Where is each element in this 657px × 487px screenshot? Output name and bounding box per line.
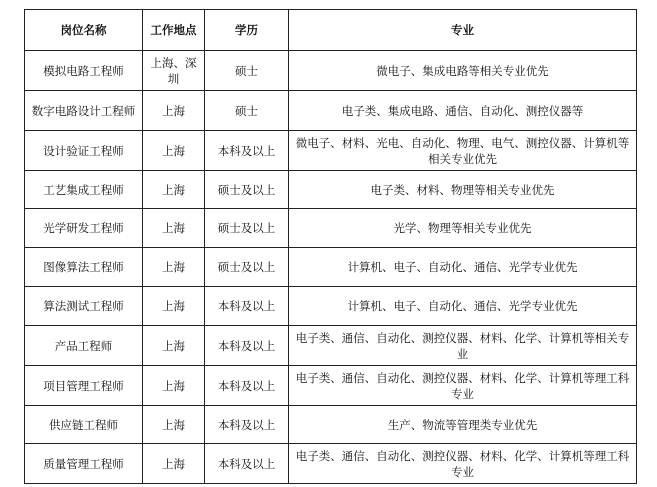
cell-education: 本科及以上: [205, 366, 289, 406]
table-row: [25, 406, 637, 444]
cell-position: 图像算法工程师: [25, 248, 143, 287]
cell-location: 上海: [143, 248, 205, 287]
cell-education: 硕士及以上: [205, 248, 289, 287]
job-table: [24, 9, 637, 484]
cell-position: 供应链工程师: [25, 406, 143, 444]
cell-position: 设计验证工程师: [25, 131, 143, 171]
cell-major: 电子类、通信、自动化、测控仪器、材料、化学、计算机等理工科专业: [289, 366, 637, 406]
cell-location: 上海: [143, 444, 205, 484]
cell-education: 硕士及以上: [205, 209, 289, 248]
cell-position: 光学研发工程师: [25, 209, 143, 248]
table-row: [25, 444, 637, 484]
cell-location: 上海: [143, 366, 205, 406]
header-location: 工作地点: [143, 10, 205, 51]
cell-education: 本科及以上: [205, 131, 289, 171]
cell-education: 本科及以上: [205, 406, 289, 444]
table-row: [25, 366, 637, 406]
cell-major: 电子类、通信、自动化、测控仪器、材料、化学、计算机等相关专业: [289, 326, 637, 366]
table-row: [25, 209, 637, 248]
cell-location: 上海: [143, 171, 205, 209]
cell-major: 电子类、集成电路、通信、自动化、测控仪器等: [289, 91, 637, 131]
cell-position: 工艺集成工程师: [25, 171, 143, 209]
cell-position: 模拟电路工程师: [25, 51, 143, 91]
table-row: [25, 171, 637, 209]
cell-position: 数字电路设计工程师: [25, 91, 143, 131]
cell-education: 硕士: [205, 51, 289, 91]
table-row: [25, 51, 637, 91]
cell-location: 上海: [143, 209, 205, 248]
table-header-row: [25, 10, 637, 51]
cell-location: 上海、深圳: [143, 51, 205, 91]
job-table-container: [24, 9, 637, 484]
cell-position: 质量管理工程师: [25, 444, 143, 484]
cell-education: 本科及以上: [205, 287, 289, 326]
table-row: [25, 248, 637, 287]
cell-major: 生产、物流等管理类专业优先: [289, 406, 637, 444]
table-row: [25, 131, 637, 171]
cell-location: 上海: [143, 287, 205, 326]
cell-major: 计算机、电子、自动化、通信、光学专业优先: [289, 248, 637, 287]
cell-education: 本科及以上: [205, 444, 289, 484]
cell-major: 微电子、材料、光电、自动化、物理、电气、测控仪器、计算机等相关专业优先: [289, 131, 637, 171]
cell-education: 硕士及以上: [205, 171, 289, 209]
table-row: [25, 326, 637, 366]
cell-location: 上海: [143, 326, 205, 366]
cell-major: 微电子、集成电路等相关专业优先: [289, 51, 637, 91]
cell-position: 算法测试工程师: [25, 287, 143, 326]
cell-education: 本科及以上: [205, 326, 289, 366]
cell-major: 电子类、材料、物理等相关专业优先: [289, 171, 637, 209]
cell-location: 上海: [143, 406, 205, 444]
cell-education: 硕士: [205, 91, 289, 131]
cell-location: 上海: [143, 131, 205, 171]
header-position: 岗位名称: [25, 10, 143, 51]
table-row: [25, 91, 637, 131]
header-major: 专业: [289, 10, 637, 51]
cell-location: 上海: [143, 91, 205, 131]
table-row: [25, 287, 637, 326]
cell-major: 电子类、通信、自动化、测控仪器、材料、化学、计算机等理工科专业: [289, 444, 637, 484]
header-education: 学历: [205, 10, 289, 51]
cell-major: 光学、物理等相关专业优先: [289, 209, 637, 248]
cell-major: 计算机、电子、自动化、通信、光学专业优先: [289, 287, 637, 326]
cell-position: 产品工程师: [25, 326, 143, 366]
cell-position: 项目管理工程师: [25, 366, 143, 406]
